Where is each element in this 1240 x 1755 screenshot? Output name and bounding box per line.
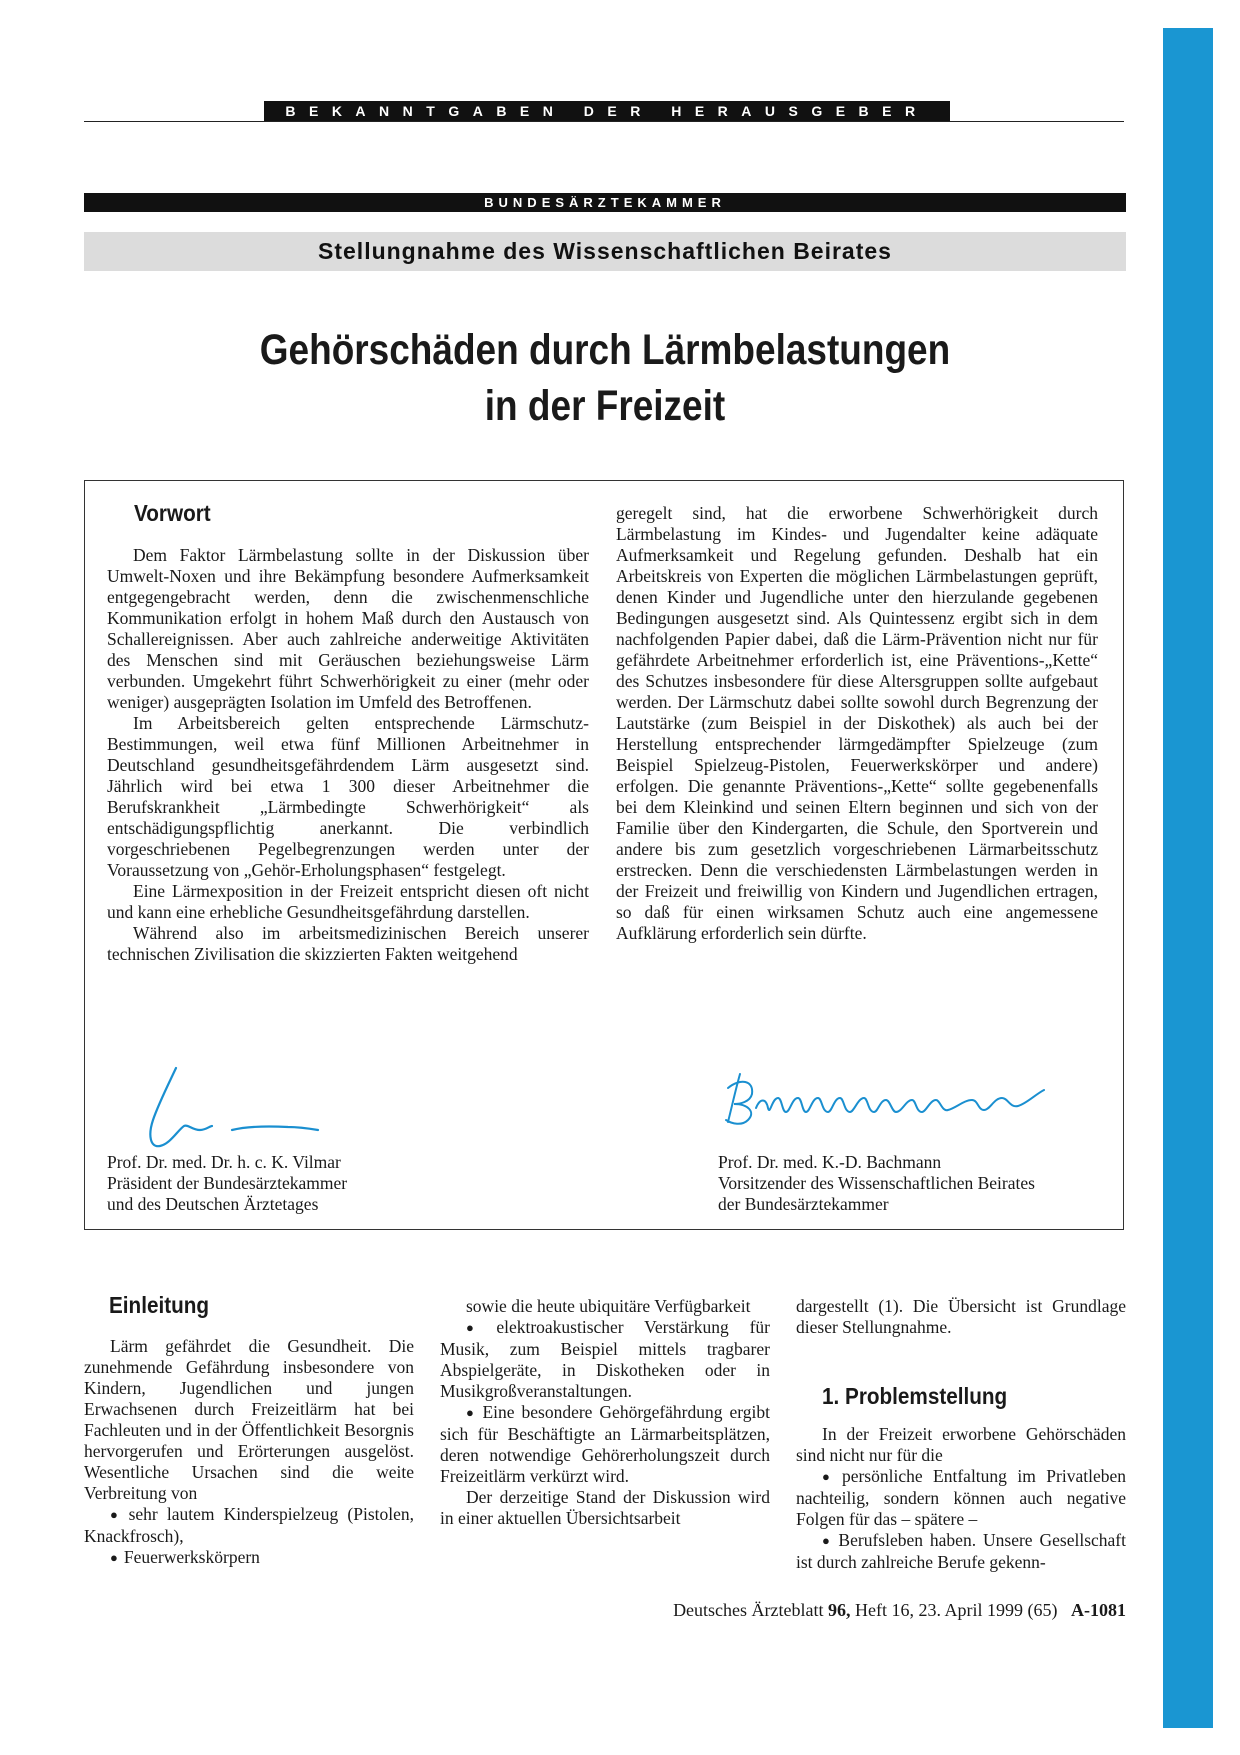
body-paragraph: In der Freizeit erworbene Gehörschäden sind nicht nur für die [796, 1424, 1126, 1465]
signatory-role: und des Deutschen Ärztetages [107, 1194, 319, 1214]
foreword-column-left [107, 545, 589, 965]
body-column-1 [84, 1336, 414, 1569]
problem-heading: 1. Problemstellung [822, 1383, 1008, 1409]
signatory-role: Vorsitzender des Wissenschaftlichen Beirates [718, 1173, 1035, 1193]
body-paragraph: dargestellt (1). Die Übersicht ist Grundlage dieser Stellungnahme. [796, 1296, 1126, 1337]
bullet-item: ● Eine besondere Gehörgefährdung ergibt sich für Beschäftigte an Lärmarbeitsplätzen, deren notwendige Gehörerholungszeit durch Freizeitlärm verkürzt wird. [440, 1402, 770, 1487]
footer-journal: Deutsches Ärzteblatt [673, 1600, 824, 1620]
footer-page-number: A-1081 [1071, 1600, 1126, 1620]
body-column-3 [796, 1296, 1126, 1338]
signatory-role: Präsident der Bundesärztekammer [107, 1173, 348, 1193]
signature-bachmann [720, 1068, 1050, 1130]
subtitle-bar: Stellungnahme des Wissenschaftlichen Beirates [84, 232, 1126, 271]
foreword-paragraph: Im Arbeitsbereich gelten entsprechende Lärmschutz-Bestimmungen, weil etwa fünf Millionen Arbeitnehmer in Deutschland gesundheitsgefährdendem Lärm ausgesetzt sind. Jährlich wird bei etwa 1 300 dieser Arbeitnehmer die Berufskrankheit „Lärmbedingte Schwerhörigkeit“ als entschädigungspflichtig anerkannt. Die verbindlich vorgeschriebenen Pegelbegrenzungen werden unter der Voraussetzung von „Gehör-Erholungsphasen“ festgelegt. [107, 713, 589, 880]
signatory-left [107, 1152, 347, 1215]
foreword-paragraph: geregelt sind, hat die erworbene Schwerhörigkeit durch Lärmbelastung im Kindes- und Jugendalter keine adäquate Aufmerksamkeit und Regelung gefunden. Deshalb hat ein Arbeitskreis von Experten die möglichen Lärmbelastungen geprüft, denen Kinder und Jugendliche unter den hierzulande gegebenen Bedingungen ausgesetzt sind. Als Quintessenz ergibt sich in dem nachfolgenden Papier dabei, daß die Lärm-Prävention nicht nur für gefährdete Arbeitnehmer erforderlich ist, eine Präventions-„Kette“ des Schutzes insbesondere für diese Altersgruppen sollte aufgebaut werden. Der Lärmschutz dabei sollte sowohl durch Begrenzung der Lautstärke (zum Beispiel in der Diskothek) als auch bei der Herstellung entsprechender lärmgedämpfter Spielzeuge (zum Beispiel Spielzeug-Pistolen, Feuerwerkskörper und andere) erfolgen. Die genannte Präventions-„Kette“ sollte gegebenenfalls bei dem Kleinkind und seinen Eltern beginnen und sich von der Familie über den Kindergarten, die Schule, den Sportverein und andere bis zum gesetzlich vorgeschriebenen Lärmarbeitsschutz erstrecken. Denn die verschiedensten Lärmbelastungen werden in der Freizeit und freiwillig von Kindern und Jugendlichen ertragen, so daß für einen wirksamen Schutz auch eine angemessene Aufklärung erforderlich sein dürfte. [616, 503, 1098, 943]
publisher-banner: BEKANNTGABEN DER HERAUSGEBER [264, 101, 950, 121]
footer-issue: Heft 16, 23. April 1999 (65) [855, 1600, 1058, 1620]
foreword-paragraph: Eine Lärmexposition in der Freizeit entspricht diesen oft nicht und kann eine erhebliche Gesundheitsgefährdung darstellen. [107, 881, 589, 922]
footer-volume: 96, [828, 1600, 851, 1620]
body-paragraph: Lärm gefährdet die Gesundheit. Die zunehmende Gefährdung insbesondere von Kindern, Jugendlichen und jungen Erwachsenen durch Freizeitlärm hat bei Fachleuten und in der Öffentlichkeit Besorgnis hervorgerufen und Erörterungen ausgelöst. Wesentliche Ursachen sind die weite Verbreitung von [84, 1336, 414, 1503]
foreword-column-right [616, 503, 1098, 944]
article-title [157, 322, 1053, 434]
page-footer [560, 1600, 1126, 1621]
signatory-name: Prof. Dr. med. K.-D. Bachmann [718, 1152, 942, 1172]
header-rule [84, 121, 1124, 122]
bullet-item: ● Feuerwerkskörpern [84, 1547, 414, 1569]
body-column-2 [440, 1296, 770, 1529]
body-paragraph: sowie die heute ubiquitäre Verfügbarkeit [466, 1296, 751, 1316]
foreword-paragraph: Während also im arbeitsmedizinischen Bereich unserer technischen Zivilisation die skizzierten Fakten weitgehend [107, 923, 589, 964]
bullet-item: ● sehr lautem Kinderspielzeug (Pistolen, Knackfrosch), [84, 1504, 414, 1547]
foreword-heading: Vorwort [134, 500, 211, 526]
signatory-right [718, 1152, 1035, 1215]
body-paragraph: Der derzeitige Stand der Diskussion wird in einer aktuellen Übersichtsarbeit [440, 1487, 770, 1528]
signatory-role: der Bundesärztekammer [718, 1194, 889, 1214]
bullet-item: ● persönliche Entfaltung im Privatleben nachteilig, sondern können auch negative Folgen für das – spätere – [796, 1466, 1126, 1530]
side-color-bar [1163, 28, 1213, 1728]
bullet-item: ● Berufsleben haben. Unsere Gesellschaft ist durch zahlreiche Berufe gekenn- [796, 1530, 1126, 1573]
signatory-name: Prof. Dr. med. Dr. h. c. K. Vilmar [107, 1152, 341, 1172]
section-bar: BUNDESÄRZTEKAMMER [84, 193, 1126, 212]
title-line-2: in der Freizeit [484, 382, 726, 430]
foreword-paragraph: Dem Faktor Lärmbelastung sollte in der Diskussion über Umwelt-Noxen und ihre Bekämpfung besondere Aufmerksamkeit entgegengebracht werden, denn die zwischenmenschliche Kommunikation erfolgt in hohem Maß durch den Austausch von Schallereignissen. Aber auch zahlreiche anderweitige Aktivitäten des Menschen sind mit Geräuschen beziehungsweise Lärm verbunden. Umgekehrt führt Schwerhörigkeit zu einer (mehr oder weniger) ausgeprägten Isolation im Umfeld des Betroffenen. [107, 545, 589, 712]
title-line-1: Gehörschäden durch Lärmbelastungen [259, 326, 951, 374]
bullet-item: ● elektroakustischer Verstärkung für Musik, zum Beispiel mittels tragbarer Abspielgeräte, in Diskotheken oder in Musikgroßveranstaltungen. [440, 1317, 770, 1402]
signature-vilmar [128, 1060, 328, 1155]
intro-heading: Einleitung [109, 1292, 210, 1318]
body-column-3-continued [796, 1424, 1126, 1573]
